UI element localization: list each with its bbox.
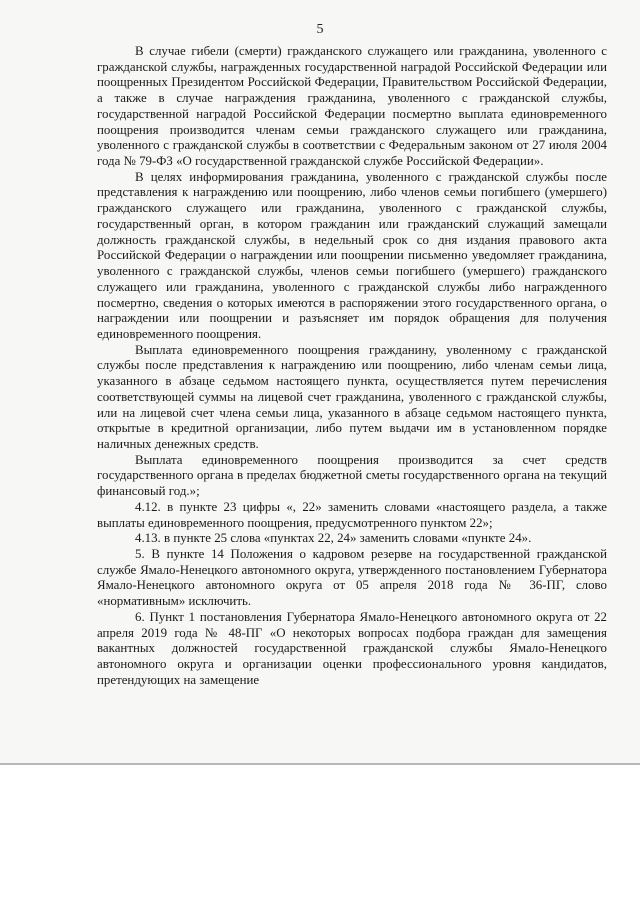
paragraph-item-6: 6. Пункт 1 постановления Губернатора Ямало-Ненецкого автономного округа от 22 апреля 2019 года № 48-ПГ «О некоторых вопросах подбора граждан для замещения вакантных должностей государственной гражданской службы Ямало-Ненецкого автономного округа и организации оценки профессионального уровня кандидатов, претендующих на замещение xyxy=(97,609,607,687)
paragraph-item-4-13: 4.13. в пункте 25 слова «пунктах 22, 24» заменить словами «пункте 24». xyxy=(135,531,532,546)
paragraph-notification: В целях информирования гражданина, уволенного с гражданской службы после представления к награждению или поощрению, либо членов семьи погибшего (умершего) гражданского служащего или гражданина, уволенного с гражданской службы, государственный орган, в котором гражданин или гражданский служащий замещали должность гражданской службы, в недельный срок со дня издания правового акта Российской Федерации о награждении или поощрении письменно уведомляет гражданина, уволенного с гражданской службы, членов семьи погибшего (умершего) гражданского служащего или гражданина, уволенного с гражданской службы либо награжденного посмертно, сведения о которых имеются в распоряжении этого государственного органа, о награждении или поощрении и разъясняет им порядок обращения для получения единовременного поощрения. xyxy=(97,169,607,341)
paragraph-payment-method: Выплата единовременного поощрения гражданину, уволенному с гражданской службы после представления к награждению или поощрению, либо членам семьи лица, указанного в абзаце седьмом настоящего пункта, осуществляется путем перечисления соответствующей суммы на лицевой счет гражданина, уволенного с гражданской службы, или на лицевой счет члена семьи лица, указанного в абзаце седьмом настоящего пункта, открытые в кредитной организации, либо путем выдачи им в установленном порядке наличных денежных средств. xyxy=(97,342,607,451)
paragraph-item-5: 5. В пункте 14 Положения о кадровом резерве на государственной гражданской службе Ямало-Ненецкого автономного округа, утвержденного постановлением Губернатора Ямало-Ненецкого автономного округа от 05 апреля 2018 года № 36-ПГ, слово «нормативным» исключить. xyxy=(97,547,607,609)
page-number: 5 xyxy=(316,22,324,37)
paragraph-item-4-12: 4.12. в пункте 23 цифры «, 22» заменить словами «настоящего раздела, а также выплаты единовременного поощрения, предусмотренного пунктом 22»; xyxy=(97,499,607,530)
paragraph-funding: Выплата единовременного поощрения производится за счет средств государственного органа в пределах бюджетной сметы государственного органа на текущий финансовый год.»; xyxy=(97,452,607,499)
document-body xyxy=(97,44,607,688)
scan-edge-divider xyxy=(0,763,640,765)
paragraph-death-payment: В случае гибели (смерти) гражданского служащего или гражданина, уволенного с гражданской службы, награжденных государственной наградой Российской Федерации или поощренных Президентом Российской Федерации, Правительством Российской Федерации, а также в случае награждения гражданина, уволенного с гражданской службы, государственной наградой Российской Федерации посмертно выплата единовременного поощрения производится членам семьи гражданского служащего или гражданина, уволенного с гражданской службы в соответствии с Федеральным законом от 27 июля 2004 года № 79-ФЗ «О государственной гражданской службе Российской Федерации». xyxy=(97,44,607,169)
